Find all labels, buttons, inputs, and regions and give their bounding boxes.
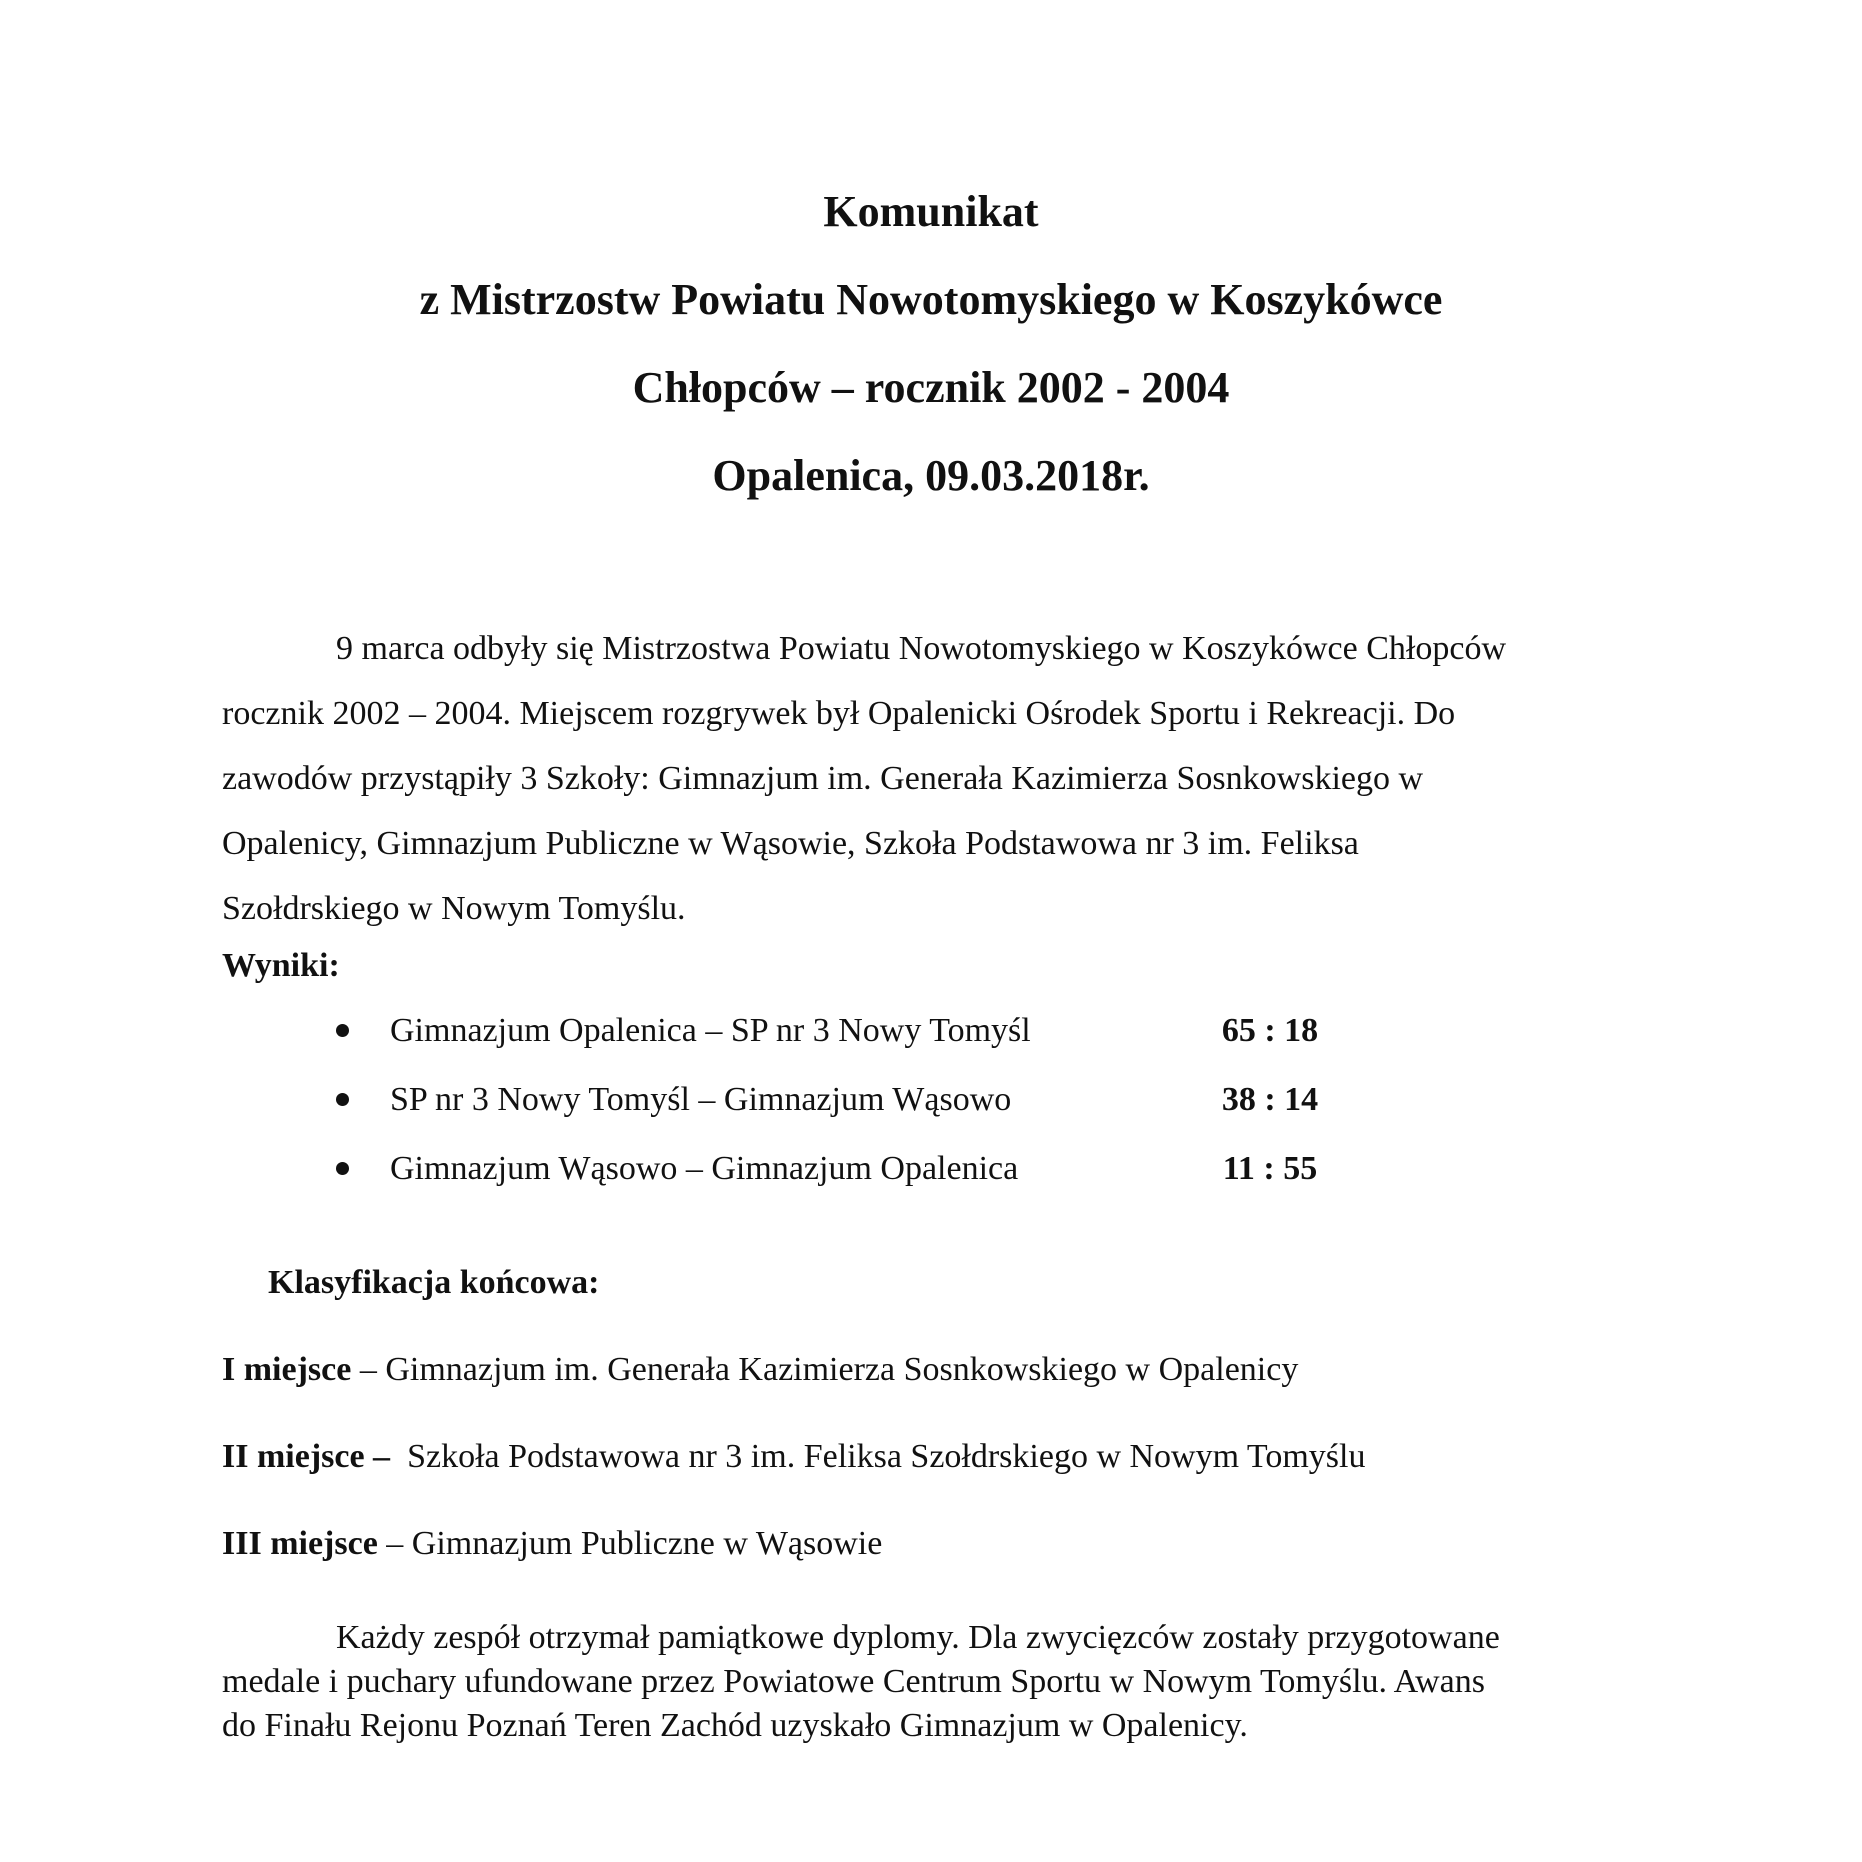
document-subtitle-category: Chłopców – rocznik 2002 - 2004 [632, 363, 1230, 412]
place-label: III miejsce [222, 1525, 378, 1562]
place-label: II miejsce – [222, 1438, 391, 1475]
results-heading: Wyniki: [222, 947, 340, 984]
match-score: 65 : 18 [1221, 1012, 1319, 1049]
place-school: Gimnazjum im. Generała Kazimierza Sosnkowskiego w Opalenicy [385, 1351, 1299, 1388]
document-place-date: Opalenica, 09.03.2018r. [712, 451, 1150, 500]
place-school: Szkoła Podstawowa nr 3 im. Feliksa Szołdrskiego w Nowym Tomyślu [407, 1438, 1366, 1475]
closing-line: Każdy zespół otrzymał pamiątkowe dyplomy. Dla zwycięzców zostały przygotowane [336, 1619, 1500, 1656]
place-separator: – [351, 1351, 386, 1388]
result-row [0, 1080, 1862, 1120]
classification-place [222, 1524, 882, 1564]
closing-line: do Finału Rejonu Poznań Teren Zachód uzyskało Gimnazjum w Opalenicy. [222, 1707, 1248, 1744]
bullet-icon [336, 1093, 349, 1106]
document-subtitle: z Mistrzostw Powiatu Nowotomyskiego w Koszykówce [419, 275, 1443, 324]
intro-line: Opalenicy, Gimnazjum Publiczne w Wąsowie, Szkoła Podstawowa nr 3 im. Feliksa [222, 825, 1359, 862]
place-label: I miejsce [222, 1351, 352, 1388]
closing-line: medale i puchary ufundowane przez Powiatowe Centrum Sportu w Nowym Tomyślu. Awans [222, 1663, 1485, 1700]
place-school: Gimnazjum Publiczne w Wąsowie [411, 1525, 883, 1562]
intro-line: 9 marca odbyły się Mistrzostwa Powiatu Nowotomyskiego w Koszykówce Chłopców [336, 630, 1506, 667]
intro-line: rocznik 2002 – 2004. Miejscem rozgrywek był Opalenicki Ośrodek Sportu i Rekreacji. Do [222, 695, 1456, 732]
place-separator: – [377, 1525, 412, 1562]
intro-line: zawodów przystąpiły 3 Szkoły: Gimnazjum im. Generała Kazimierza Sosnkowskiego w [222, 760, 1424, 797]
match-score: 11 : 55 [1222, 1150, 1318, 1187]
result-row [0, 1011, 1862, 1051]
intro-paragraph [222, 616, 1642, 941]
place-separator [390, 1438, 407, 1475]
result-row [0, 1149, 1862, 1189]
match-teams: Gimnazjum Wąsowo – Gimnazjum Opalenica [390, 1150, 1019, 1187]
document-title: Komunikat [823, 187, 1039, 236]
match-score: 38 : 14 [1221, 1081, 1319, 1118]
intro-line: Szołdrskiego w Nowym Tomyślu. [222, 890, 686, 927]
match-teams: SP nr 3 Nowy Tomyśl – Gimnazjum Wąsowo [390, 1081, 1012, 1118]
match-teams: Gimnazjum Opalenica – SP nr 3 Nowy Tomyśl [390, 1012, 1031, 1049]
classification-place [222, 1350, 1298, 1390]
bullet-icon [336, 1024, 349, 1037]
classification-heading: Klasyfikacja końcowa: [268, 1264, 600, 1301]
closing-paragraph [222, 1616, 1642, 1748]
bullet-icon [336, 1162, 349, 1175]
classification-place [222, 1437, 1365, 1477]
